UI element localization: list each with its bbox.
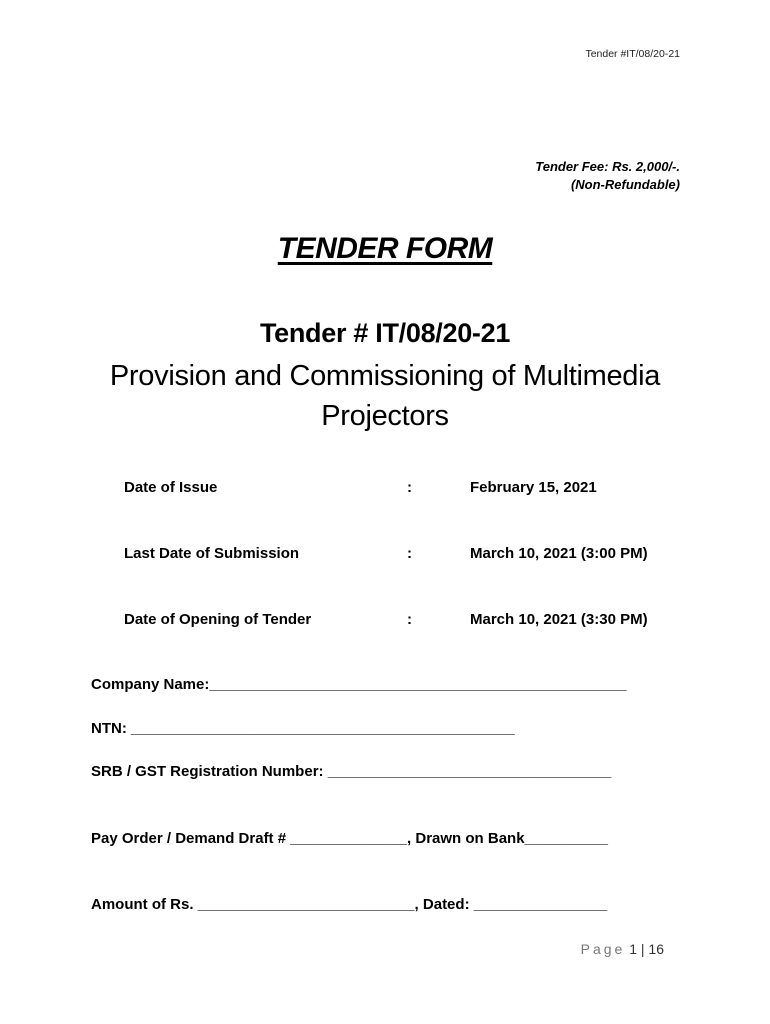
tender-subject (60, 356, 710, 436)
non-refundable-text: (Non-Refundable) (570, 177, 680, 192)
page-separator: | (640, 941, 645, 957)
date-of-issue-label: Date of Issue (124, 479, 218, 496)
last-date-submission-row (124, 545, 684, 567)
srb-gst-field[interactable]: SRB / GST Registration Number: __________________________________ (91, 763, 612, 780)
colon: : (407, 479, 412, 496)
page-title: TENDER FORM (277, 232, 493, 265)
tender-fee-text: Tender Fee: Rs. 2,000/-. (535, 159, 680, 174)
colon: : (407, 545, 412, 562)
page-footer (581, 941, 664, 957)
date-of-issue-value: February 15, 2021 (470, 479, 597, 496)
pay-order-field[interactable]: Pay Order / Demand Draft # ______________, Drawn on Bank__________ (91, 830, 608, 847)
date-of-issue-row (124, 479, 684, 501)
date-opening-row (124, 611, 684, 633)
page-word: Page (580, 941, 626, 957)
ntn-field[interactable]: NTN: ______________________________________________ (91, 720, 515, 737)
colon: : (407, 611, 412, 628)
date-opening-value: March 10, 2021 (3:30 PM) (470, 611, 648, 628)
last-date-submission-value: March 10, 2021 (3:00 PM) (470, 545, 648, 562)
last-date-submission-label: Last Date of Submission (124, 545, 300, 562)
tender-number: Tender # IT/08/20-21 (259, 318, 511, 348)
tender-fee-block (535, 158, 680, 194)
subject-line-2: Projectors (321, 400, 449, 432)
header-tender-ref: Tender #IT/08/20-21 (585, 48, 680, 60)
total-pages: 16 (648, 941, 664, 957)
company-name-field[interactable]: Company Name:__________________________________________________ (91, 676, 627, 693)
subject-line-1: Provision and Commissioning of Multimedia (109, 360, 661, 392)
page-number: 1 (629, 941, 637, 957)
date-opening-label: Date of Opening of Tender (124, 611, 312, 628)
amount-field[interactable]: Amount of Rs. __________________________, Dated: ________________ (91, 896, 608, 913)
